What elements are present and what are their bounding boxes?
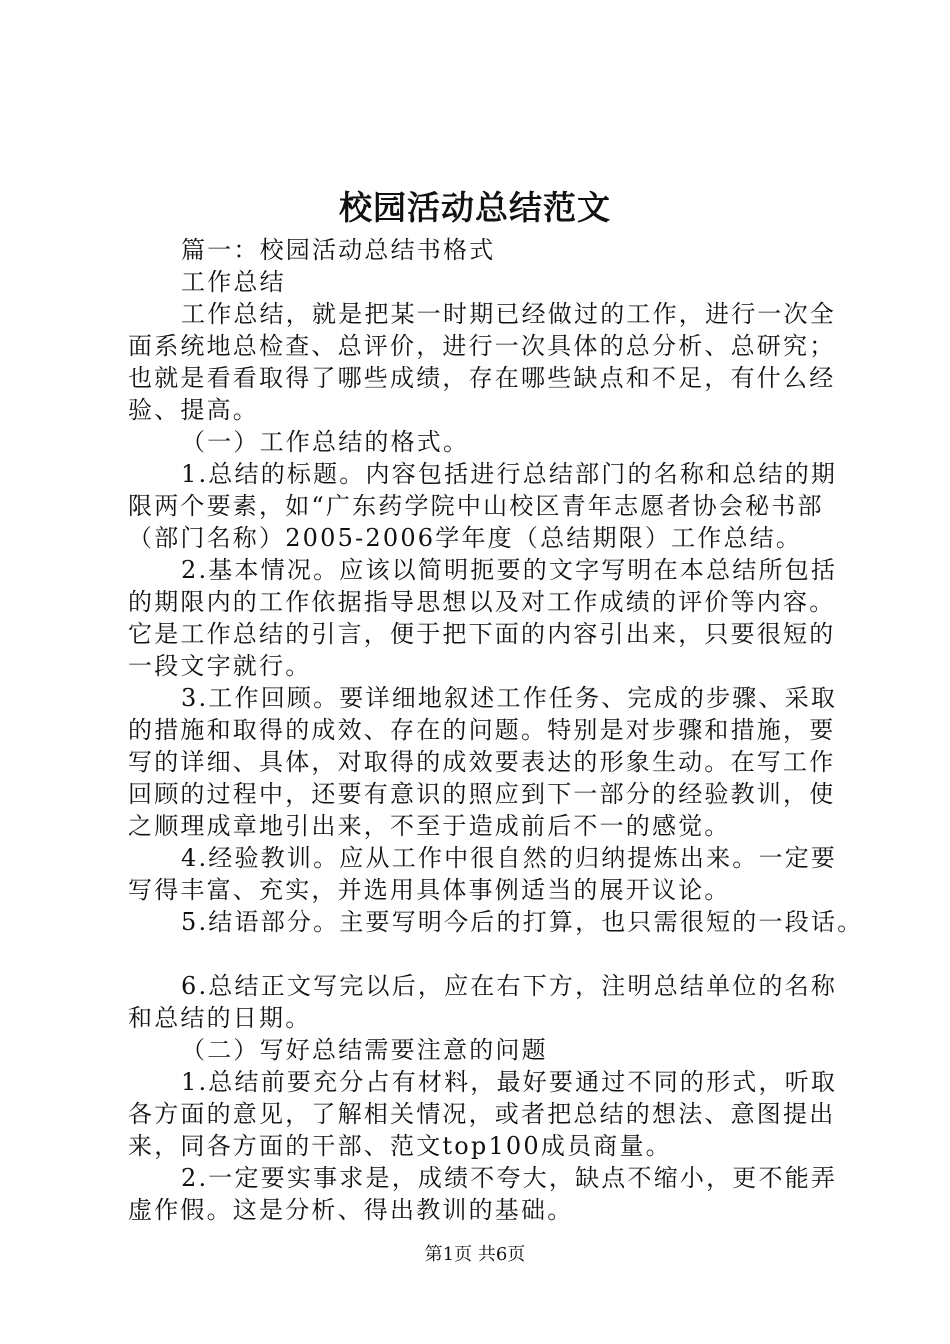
paragraph-line: 2.基本情况。应该以简明扼要的文字写明在本总结所包括 <box>181 556 838 584</box>
paragraph-line: 来，同各方面的干部、范文top100成员商量。 <box>128 1132 672 1160</box>
sub-heading: （一）工作总结的格式。 <box>181 428 470 456</box>
paragraph-line: 限两个要素，如“广东药学院中山校区青年志愿者协会秘书部 <box>128 492 824 520</box>
paragraph-line: 回顾的过程中，还要有意识的照应到下一部分的经验教训，使 <box>128 780 836 808</box>
paragraph-line: 3.工作回顾。要详细地叙述工作任务、完成的步骤、采取 <box>181 684 838 712</box>
paragraph-line: 和总结的日期。 <box>128 1004 312 1032</box>
document-title: 校园活动总结范文 <box>339 188 611 227</box>
sub-heading: （二）写好总结需要注意的问题 <box>181 1036 548 1064</box>
paragraph-line: （部门名称）2005-2006学年度（总结期限）工作总结。 <box>128 524 803 552</box>
paragraph-line: 面系统地总检查、总评价，进行一次具体的总分析、总研究； <box>128 332 836 360</box>
paragraph-line: 的期限内的工作依据指导思想以及对工作成绩的评价等内容。 <box>128 588 836 616</box>
paragraph-line: 它是工作总结的引言，便于把下面的内容引出来，只要很短的 <box>128 620 836 648</box>
paragraph-line: 6.总结正文写完以后，应在右下方，注明总结单位的名称 <box>181 972 838 1000</box>
paragraph-line: 也就是看看取得了哪些成绩，存在哪些缺点和不足，有什么经 <box>128 364 836 392</box>
paragraph-line: 工作总结，就是把某一时期已经做过的工作，进行一次全 <box>181 300 836 328</box>
paragraph-line: 验、提高。 <box>128 396 259 424</box>
paragraph-line: 各方面的意见，了解相关情况，或者把总结的想法、意图提出 <box>128 1100 836 1128</box>
paragraph-line: 写得丰富、充实，并选用具体事例适当的展开议论。 <box>128 876 731 904</box>
paragraph-line: 写的详细、具体，对取得的成效要表达的形象生动。在写工作 <box>128 748 836 776</box>
paragraph-line: 1.总结前要充分占有材料，最好要通过不同的形式，听取 <box>181 1068 838 1096</box>
page-number-footer: 第1页 共6页 <box>424 1244 526 1265</box>
paragraph-line: 4.经验教训。应从工作中很自然的归纳提炼出来。一定要 <box>181 844 838 872</box>
blank-line <box>128 938 840 970</box>
document-body <box>128 234 864 1226</box>
section-heading: 篇一：校园活动总结书格式 <box>181 236 496 264</box>
paragraph-line: 虚作假。这是分析、得出教训的基础。 <box>128 1196 574 1224</box>
paragraph-line: 的措施和取得的成效、存在的问题。特别是对步骤和措施，要 <box>128 716 836 744</box>
paragraph-line: 5.结语部分。主要写明今后的打算，也只需很短的一段话。 <box>181 908 864 936</box>
sub-heading: 工作总结 <box>181 268 286 296</box>
paragraph-line: 一段文字就行。 <box>128 652 312 680</box>
paragraph-line: 2.一定要实事求是，成绩不夸大，缺点不缩小，更不能弄 <box>181 1164 838 1192</box>
paragraph-line: 1.总结的标题。内容包括进行总结部门的名称和总结的期 <box>181 460 838 488</box>
paragraph-line: 之顺理成章地引出来，不至于造成前后不一的感觉。 <box>128 812 731 840</box>
